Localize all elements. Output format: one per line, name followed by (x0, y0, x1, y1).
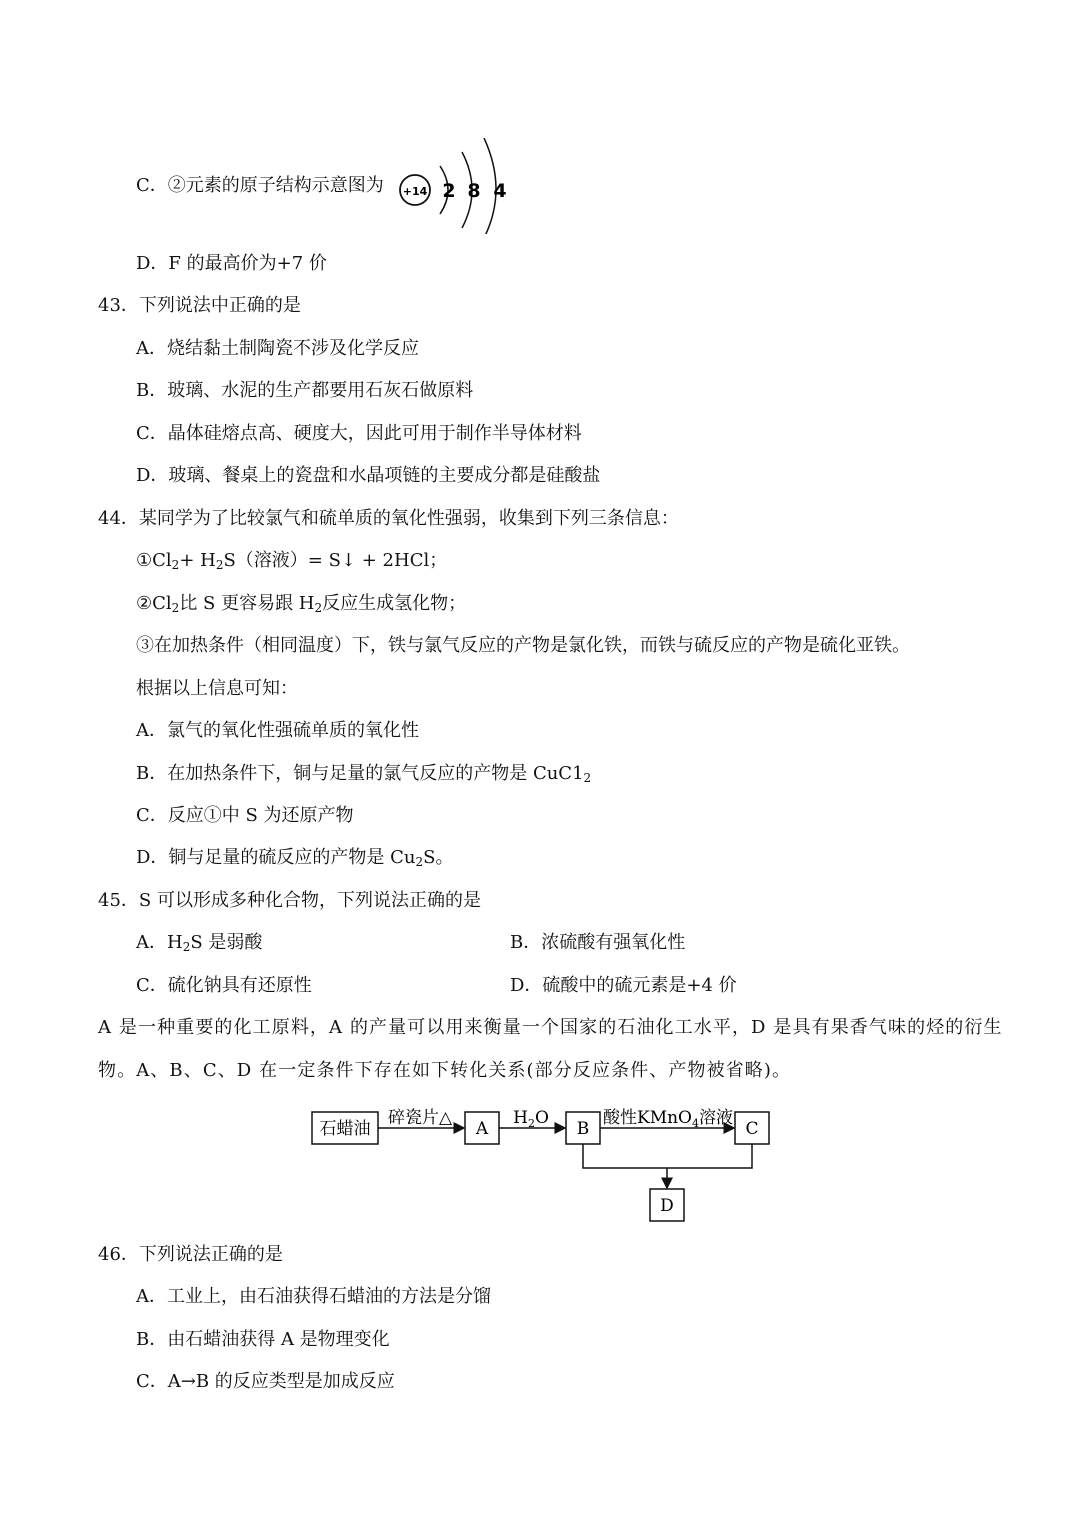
q44-stem: 44．某同学为了比较氯气和硫单质的氧化性强弱，收集到下列三条信息： (98, 508, 679, 529)
q45-stem: 45．S 可以形成多种化合物，下列说法正确的是 (98, 890, 481, 911)
passage-line-1: A 是一种重要的化工原料，A 的产量可以用来衡量一个国家的石油化工水平，D 是具有果香气味的烃的衍生 (98, 1017, 1003, 1038)
conversion-flowchart (310, 1102, 780, 1226)
q43-option-d: D．玻璃、餐桌上的瓷盘和水晶项链的主要成分都是硅酸盐 (136, 465, 601, 486)
q44-info-1: $①Cl_2+ H_2S$（溶液）= S↓ + 2HCl； (136, 550, 448, 572)
q44-option-c: C．反应①中 S 为还原产物 (136, 805, 354, 826)
flow-label-a: A (475, 1119, 489, 1139)
q45-option-d: D．硫酸中的硫元素是+4 价 (510, 975, 737, 996)
flow-label-d: D (660, 1196, 674, 1216)
atom-shell-3-count: 4 (493, 180, 507, 202)
q46-option-b: B．由石蜡油获得 A 是物理变化 (136, 1329, 390, 1350)
q43-option-b: B．玻璃、水泥的生产都要用石灰石做原料 (136, 380, 474, 401)
q44-info-3: ③在加热条件（相同温度）下，铁与氯气反应的产物是氯化铁，而铁与硫反应的产物是硫化亚铁。 (136, 635, 910, 656)
q46-option-a: A．工业上，由石油获得石蜡油的方法是分馏 (136, 1286, 491, 1307)
flow-condition-1: 碎瓷片△ (387, 1108, 453, 1128)
flow-connector-bc (583, 1144, 752, 1168)
flow-condition-3: 酸性KMnO$_4$溶液 (603, 1108, 733, 1130)
q43-option-c: C．晶体硅熔点高、硬度大，因此可用于制作半导体材料 (136, 423, 582, 444)
flow-condition-2: $H_2O$ (513, 1108, 549, 1130)
atom-nucleus-label: +14 (402, 185, 428, 198)
flow-label-c: C (745, 1119, 759, 1139)
q44-info-2: $②Cl_2$比 S 更容易跟 $H_2$反应生成氢化物； (136, 593, 467, 615)
q45-option-a: A．$H_2S$ 是弱酸 (136, 932, 263, 954)
q42-option-d: D．F 的最高价为+7 价 (136, 253, 327, 274)
passage-line-2: 物。A、B、C、D 在一定条件下存在如下转化关系(部分反应条件、产物被省略)。 (98, 1060, 792, 1081)
atom-structure-diagram (396, 138, 526, 234)
flow-label-b: B (576, 1119, 590, 1139)
q42-option-c: C．②元素的原子结构示意图为 (136, 175, 384, 196)
q44-option-d: D．铜与足量的硫反应的产物是 $Cu_2S$。 (136, 847, 454, 869)
q45-option-b: B．浓硫酸有强氧化性 (510, 932, 686, 953)
q45-option-c: C．硫化钠具有还原性 (136, 975, 312, 996)
q46-stem: 46．下列说法正确的是 (98, 1244, 283, 1265)
atom-shell-2-count: 8 (467, 180, 481, 202)
q43-option-a: A．烧结黏土制陶瓷不涉及化学反应 (136, 338, 419, 359)
flow-label-paraffin: 石蜡油 (319, 1119, 371, 1139)
q44-conclusion: 根据以上信息可知： (136, 678, 298, 699)
q44-option-b: B．在加热条件下，铜与足量的氯气反应的产物是 $CuC1_2$ (136, 763, 592, 785)
q46-option-c: C．A→B 的反应类型是加成反应 (136, 1371, 395, 1392)
q43-stem: 43．下列说法中正确的是 (98, 295, 301, 316)
atom-shell-1-count: 2 (442, 180, 456, 202)
q44-option-a: A．氯气的氧化性强硫单质的氧化性 (136, 720, 419, 741)
